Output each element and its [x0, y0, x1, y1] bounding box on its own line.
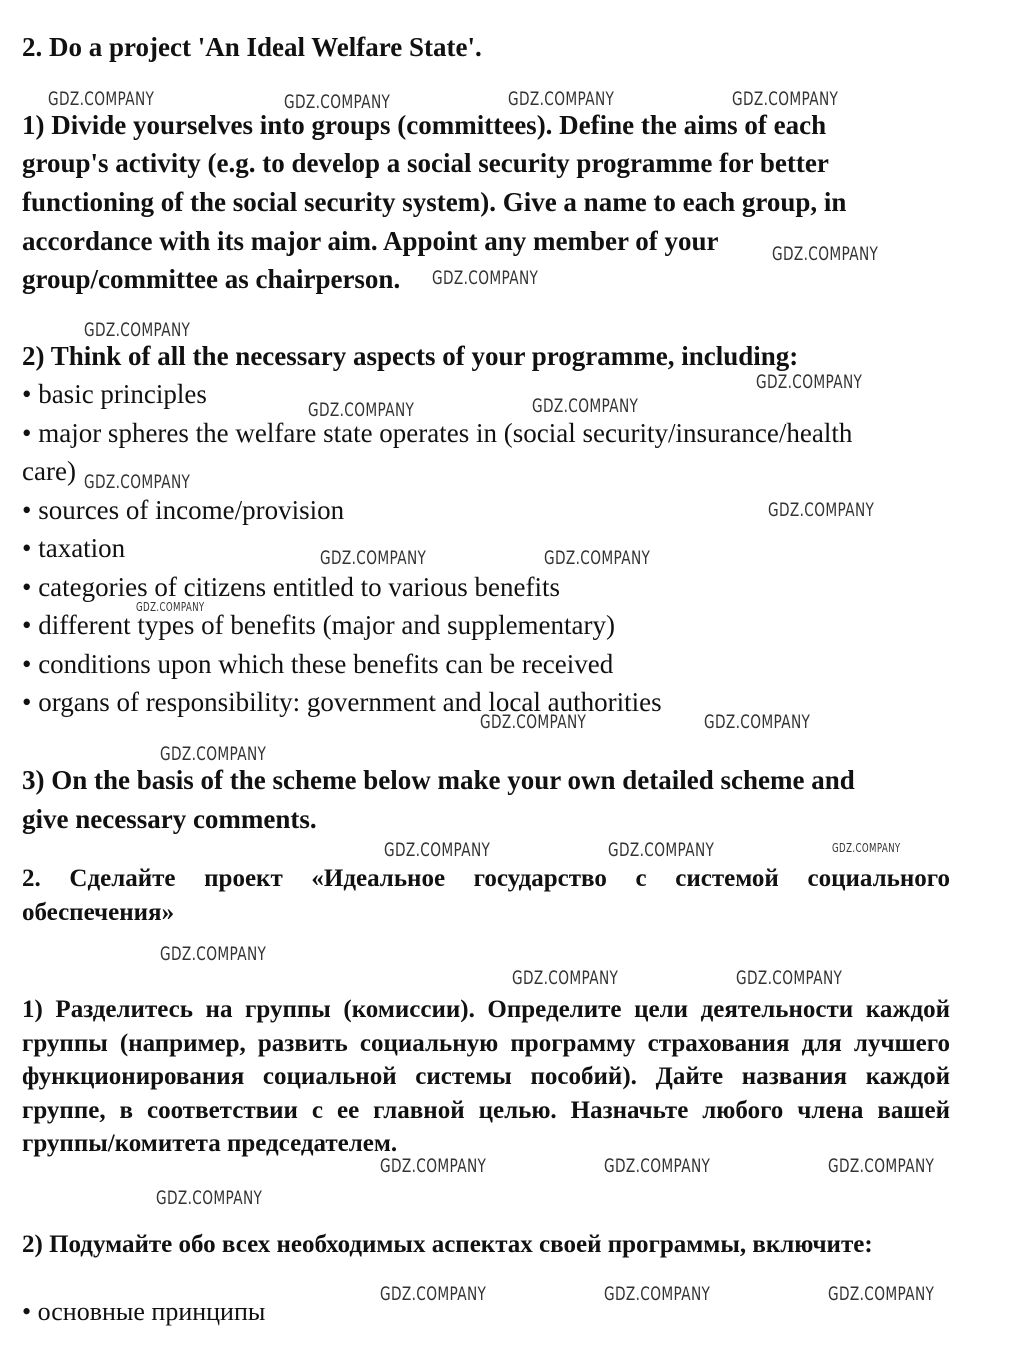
- step1-line: accordance with its major aim. Appoint any member of your: [22, 226, 719, 256]
- watermark: GDZ.COMPANY: [480, 711, 587, 733]
- step1-line: functioning of the social security system). Give a name to each group, in: [22, 187, 847, 217]
- bullet-item: • major spheres the welfare state operates in (social security/insurance/health: [22, 418, 853, 448]
- step1-line: group/committee as chairperson.: [22, 264, 401, 294]
- watermark: GDZ.COMPANY: [736, 967, 843, 989]
- step1-line: group's activity (e.g. to develop a social security programme for better: [22, 148, 829, 178]
- watermark: GDZ.COMPANY: [432, 267, 539, 289]
- watermark: GDZ.COMPANY: [732, 88, 839, 110]
- watermark: GDZ.COMPANY: [608, 839, 715, 861]
- watermark: GDZ.COMPANY: [828, 1283, 935, 1305]
- russian-step2: 2) Подумайте обо всех необходимых аспектах своей программы, включите:: [22, 1231, 873, 1258]
- watermark: GDZ.COMPANY: [512, 967, 619, 989]
- watermark: GDZ.COMPANY: [380, 1155, 487, 1177]
- russian-bullet: • основные принципы: [22, 1297, 266, 1326]
- watermark: GDZ.COMPANY: [84, 319, 191, 341]
- bullet-item: • categories of citizens entitled to various benefits: [22, 572, 561, 602]
- bullet-item: • sources of income/provision: [22, 495, 345, 525]
- watermark: GDZ.COMPANY: [380, 1283, 487, 1305]
- bullet-item: • conditions upon which these benefits can be received: [22, 649, 614, 679]
- watermark: GDZ.COMPANY: [828, 1155, 935, 1177]
- step3-line: 3) On the basis of the scheme below make your own detailed scheme and: [22, 765, 855, 795]
- bullet-item: • different types of benefits (major and supplementary): [22, 610, 616, 640]
- exercise-title: 2. Do a project 'An Ideal Welfare State'.: [22, 32, 482, 62]
- watermark: GDZ.COMPANY: [832, 841, 901, 855]
- watermark: GDZ.COMPANY: [160, 943, 267, 965]
- russian-title: 2. Сделайте проект «Идеальное государство с системой социального обеспечения»: [22, 865, 950, 926]
- watermark: GDZ.COMPANY: [384, 839, 491, 861]
- step1-line: 1) Divide yourselves into groups (committees). Define the aims of each: [22, 110, 827, 140]
- watermark: GDZ.COMPANY: [544, 547, 651, 569]
- watermark: GDZ.COMPANY: [704, 711, 811, 733]
- watermark: GDZ.COMPANY: [136, 600, 205, 614]
- russian-step1: 1) Разделитесь на группы (комиссии). Определите цели деятельности каждой группы (например, развить социальную программу страхования для лучшего функционирования социальной системы пособий). Дайте названия каждой группе, в соответствии с ее главной целью. Назначьте любого члена вашей группы/комитета председателем.: [22, 996, 950, 1157]
- watermark: GDZ.COMPANY: [308, 399, 415, 421]
- watermark: GDZ.COMPANY: [84, 471, 191, 493]
- bullet-item: care): [22, 456, 76, 486]
- watermark: GDZ.COMPANY: [768, 499, 875, 521]
- bullet-item: • organs of responsibility: government and local authorities: [22, 687, 662, 717]
- watermark: GDZ.COMPANY: [48, 88, 155, 110]
- watermark: GDZ.COMPANY: [320, 547, 427, 569]
- watermark: GDZ.COMPANY: [160, 743, 267, 765]
- watermark: GDZ.COMPANY: [604, 1155, 711, 1177]
- step2-heading: 2) Think of all the necessary aspects of your programme, including:: [22, 341, 799, 371]
- bullet-item: • taxation: [22, 533, 126, 563]
- watermark: GDZ.COMPANY: [508, 88, 615, 110]
- watermark: GDZ.COMPANY: [284, 91, 391, 113]
- watermark: GDZ.COMPANY: [156, 1187, 263, 1209]
- watermark: GDZ.COMPANY: [532, 395, 639, 417]
- watermark: GDZ.COMPANY: [604, 1283, 711, 1305]
- bullet-item: • basic principles: [22, 379, 207, 409]
- watermark: GDZ.COMPANY: [756, 371, 863, 393]
- step3-line: give necessary comments.: [22, 804, 317, 834]
- watermark: GDZ.COMPANY: [772, 243, 879, 265]
